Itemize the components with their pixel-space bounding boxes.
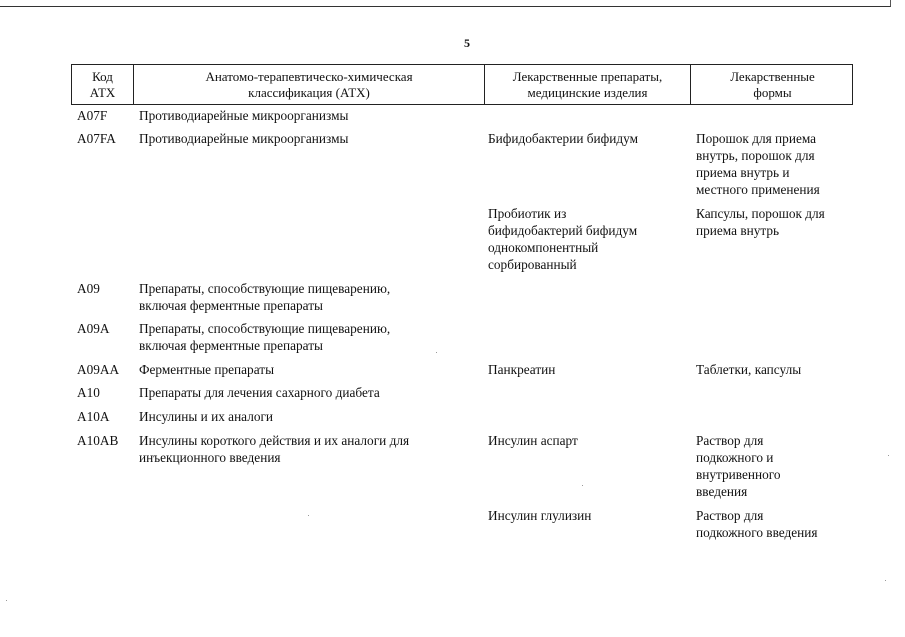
cell-code: A10AB [77,433,119,448]
header-forms: Лекарственные формы [730,68,815,100]
header-code: Код АТХ [72,65,134,104]
cell-drug: Бифидобактерии бифидум [488,131,639,146]
cell-code: A07FA [77,131,116,146]
cell-code: A07F [77,108,108,123]
table-header [71,64,853,105]
cell-form: Капсулы, порошок для приема внутрь [696,206,825,238]
header-drugs: Лекарственные препараты, медицинские изделия [485,65,691,104]
page-number: 5 [464,36,470,50]
scan-speck [6,600,7,601]
cell-classification: Препараты для лечения сахарного диабета [139,385,380,400]
cell-form: Таблетки, капсулы [696,362,802,377]
cell-classification: Ферментные препараты [139,362,275,377]
scan-speck [885,580,886,581]
cell-classification: Инсулины и их аналоги [139,409,274,424]
scan-speck [436,352,437,353]
scan-edge [0,0,891,7]
cell-classification: Препараты, способствующие пищеварению, включая ферментные препараты [139,321,391,353]
cell-classification: Противодиарейные микроорганизмы [139,108,349,123]
cell-code: A10 [77,385,100,400]
cell-drug: Инсулин глулизин [488,508,592,523]
cell-code: A10A [77,409,110,424]
cell-code: A09 [77,281,100,296]
cell-classification: Инсулины короткого действия и их аналоги для инъекционного введения [139,433,410,465]
scan-speck [888,455,889,456]
scan-speck [582,485,583,486]
cell-drug: Пробиотик из бифидобактерий бифидум однокомпонентный сорбированный [488,206,638,272]
cell-classification: Препараты, способствующие пищеварению, включая ферментные препараты [139,281,391,313]
cell-code: A09AA [77,362,120,377]
cell-drug: Инсулин аспарт [488,433,578,448]
cell-classification: Противодиарейные микроорганизмы [139,131,349,146]
cell-code: A09A [77,321,110,336]
scan-speck [308,515,309,516]
cell-form: Раствор для подкожного и внутривенного введения [696,433,781,499]
cell-drug: Панкреатин [488,362,556,377]
cell-form: Раствор для подкожного введения [696,508,818,540]
header-classification: Анатомо-терапевтическо-химическая классификация (АТХ) [134,65,485,104]
cell-form: Порошок для приема внутрь, порошок для приема внутрь и местного применения [696,131,820,197]
